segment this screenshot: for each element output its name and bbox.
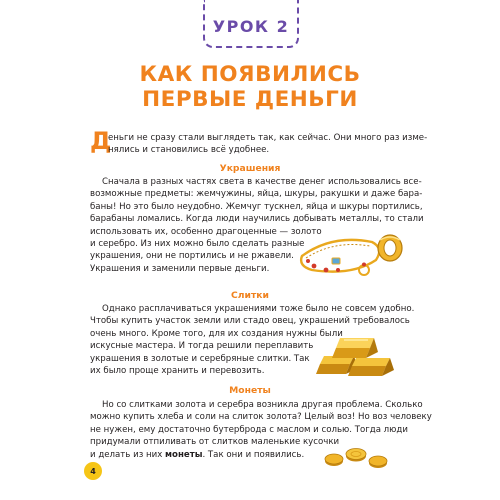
text-line: Но со слитками золота и серебра возникла другая проблема. Сколько [102, 400, 423, 410]
lesson-label: УРОК 2 [212, 16, 290, 36]
drop-cap: Д [90, 127, 112, 155]
text-fragment: и делать из них [90, 449, 166, 460]
coin-icon [325, 454, 343, 466]
bold-word-coins: монеты [165, 449, 203, 460]
text-line: придумали отпиливать от слитков маленькие кусочки [90, 437, 340, 448]
text-line: Сначала в разных частях света в качестве денег использовались все- [102, 177, 422, 187]
text-line: Однако расплачиваться украшениями тоже было не совсем удобно. [102, 304, 415, 314]
text-line: использовать их, особенно драгоценные — золото [90, 226, 322, 237]
page-title [0, 62, 500, 112]
text-fragment: . Так они и появились. [202, 449, 305, 460]
coin-icon [369, 456, 387, 468]
text-line: не нужен, ему достаточно бутерброда с маслом и солью. Тогда люди [90, 424, 408, 435]
intro-line-2: нялись и становились всё удобнее. [108, 145, 270, 155]
coins-illustration [322, 440, 392, 470]
text-line: можно купить хлеба и соли на слиток золота? Целый воз! Но воз человеку [90, 412, 432, 423]
title-line-2: ПЕРВЫЕ ДЕНЬГИ [142, 87, 358, 112]
page-number: 4 [90, 466, 96, 476]
text-line: возможные предметы: жемчужины, яйца, шкуры, ракушки и даже бара- [90, 189, 423, 200]
lesson-badge [203, 0, 299, 48]
gold-bar-icon [332, 338, 378, 358]
section-heading-ingots: Слитки [231, 290, 269, 301]
jewelry-illustration [292, 226, 412, 281]
text-line: очень много. Кроме того, для их создания нужны были [90, 328, 343, 339]
gold-bar-icon [348, 358, 394, 376]
text-line: искусные мастера. И тогда решили переплавить [90, 341, 314, 352]
intro-line-1: еньги не сразу стали выглядеть так, как сейчас. Они много раз изме- [108, 133, 428, 143]
bracelet-icon [378, 235, 402, 261]
title-line-1: КАК ПОЯВИЛИСЬ [139, 62, 361, 87]
text-line: украшения, они не портились и не ржавели. [90, 251, 294, 262]
text-line: украшения в золотые и серебряные слитки. Так [90, 353, 310, 364]
text-line: Украшения и заменили первые деньги. [90, 263, 270, 274]
text-line: их было проще хранить и перевозить. [90, 366, 265, 377]
text-line: и серебро. Из них можно было сделать разные [90, 239, 305, 250]
gold-bars-illustration [316, 326, 396, 378]
coin-icon [346, 449, 366, 462]
text-line: барабаны ломались. Когда люди научились добывать металлы, то стали [90, 214, 424, 225]
text-line: баны! Но это было неудобно. Жемчуг тускнел, яйца и шкуры портились, [90, 201, 423, 212]
section-heading-jewelry: Украшения [219, 163, 281, 174]
text-line: Чтобы купить участок земли или стадо овец, украшений требовалось [90, 316, 410, 327]
page-number-badge [84, 462, 102, 480]
section-heading-coins: Монеты [229, 385, 271, 396]
